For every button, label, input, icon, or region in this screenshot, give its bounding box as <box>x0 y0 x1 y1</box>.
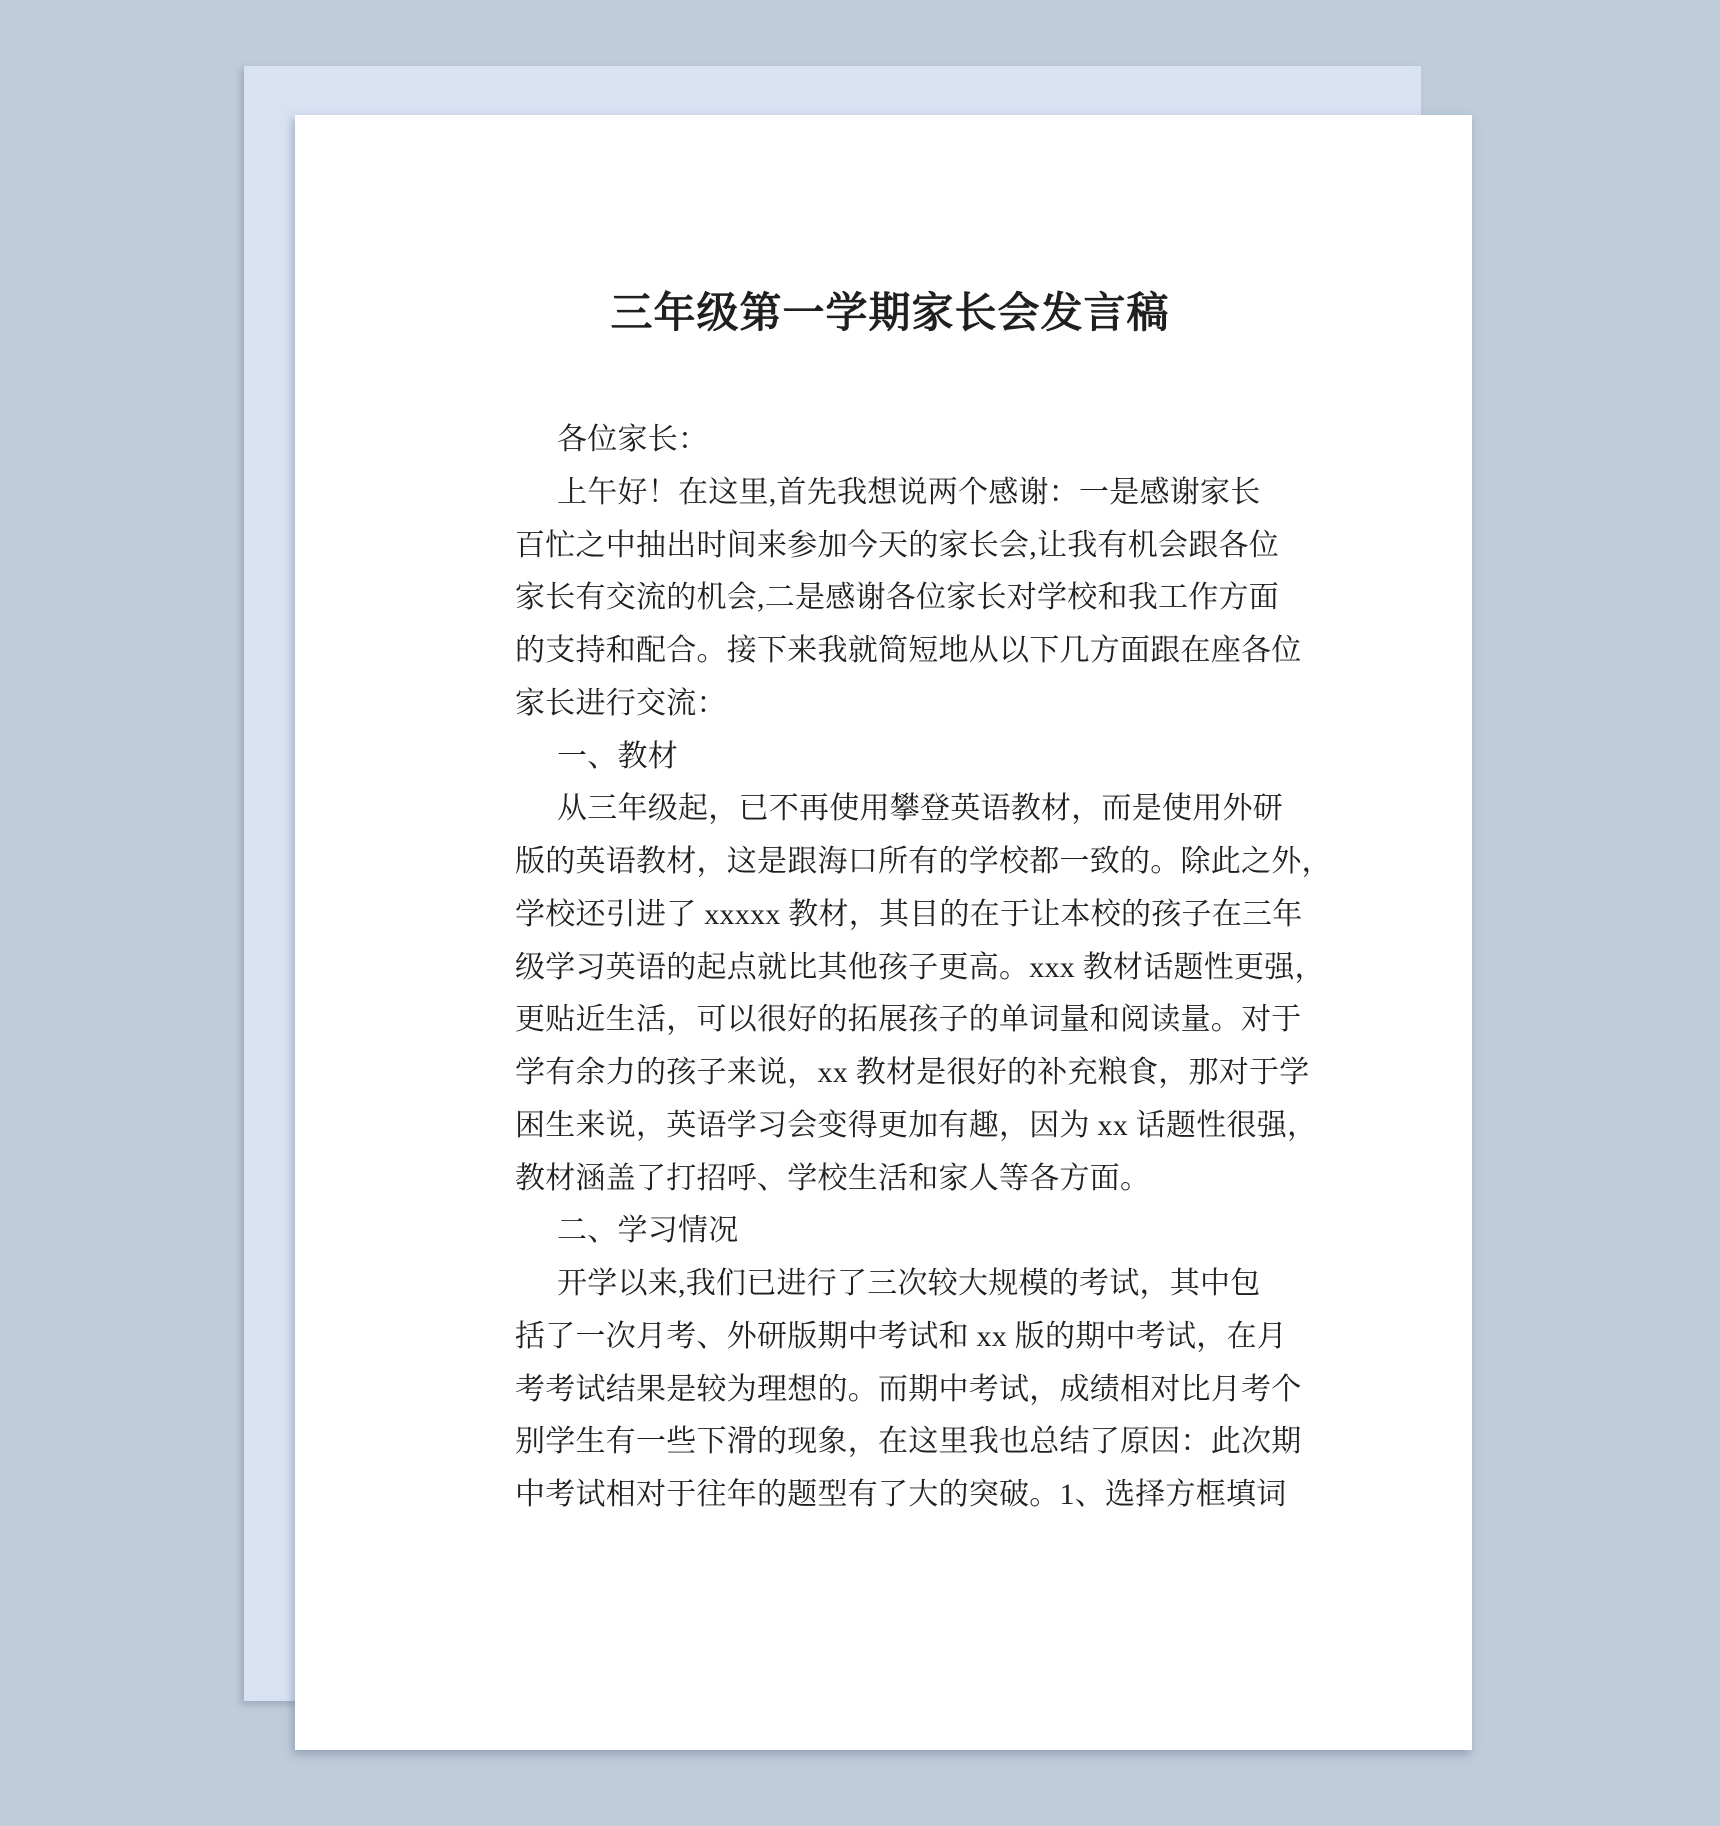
text-line: 学校还引进了 xxxxx 教材，其目的在于让本校的孩子在三年 <box>515 897 1303 931</box>
text-line: 困生来说，英语学习会变得更加有趣，因为 xx 话题性很强， <box>515 1108 1318 1142</box>
document-content <box>515 115 1332 1522</box>
text-line: 一、教材 <box>557 739 678 773</box>
text-line: 百忙之中抽出时间来参加今天的家长会,让我有机会跟各位 <box>515 528 1279 562</box>
text-line: 括了一次月考、外研版期中考试和 xx 版的期中考试，在月 <box>515 1319 1287 1353</box>
text-line: 学有余力的孩子来说，xx 教材是很好的补充粮食，那对于学 <box>515 1056 1310 1089</box>
text-line: 从三年级起，已不再使用攀登英语教材，而是使用外研 <box>557 792 1283 826</box>
text-line: 级学习英语的起点就比其他孩子更高。xxx 教材话题性更强， <box>515 950 1325 984</box>
text-line: 家长有交流的机会,二是感谢各位家长对学校和我工作方面 <box>515 581 1279 615</box>
text-line: 上午好！在这里,首先我想说两个感谢：一是感谢家长 <box>557 475 1261 509</box>
text-line: 中考试相对于往年的题型有了大的突破。1、选择方框填词 <box>515 1478 1287 1511</box>
document-body <box>515 414 1332 1522</box>
text-line: 别学生有一些下滑的现象，在这里我也总结了原因：此次期 <box>515 1425 1302 1459</box>
text-line: 家长进行交流： <box>515 686 727 720</box>
text-line: 版的英语教材，这是跟海口所有的学校都一致的。除此之外， <box>515 845 1332 878</box>
text-line: 开学以来,我们已进行了三次较大规模的考试，其中包 <box>557 1267 1261 1300</box>
text-line: 教材涵盖了打招呼、学校生活和家人等各方面。 <box>515 1161 1151 1195</box>
text-line: 更贴近生活，可以很好的拓展孩子的单词量和阅读量。对于 <box>515 1003 1302 1037</box>
text-line: 各位家长： <box>557 423 709 456</box>
text-line: 的支持和配合。接下来我就简短地从以下几方面跟在座各位 <box>515 634 1302 667</box>
text-line: 二、学习情况 <box>557 1214 739 1248</box>
document-title: 三年级第一学期家长会发言稿 <box>610 291 1170 337</box>
document-page <box>295 115 1472 1750</box>
text-line: 考考试结果是较为理想的。而期中考试，成绩相对比月考个 <box>515 1372 1302 1406</box>
